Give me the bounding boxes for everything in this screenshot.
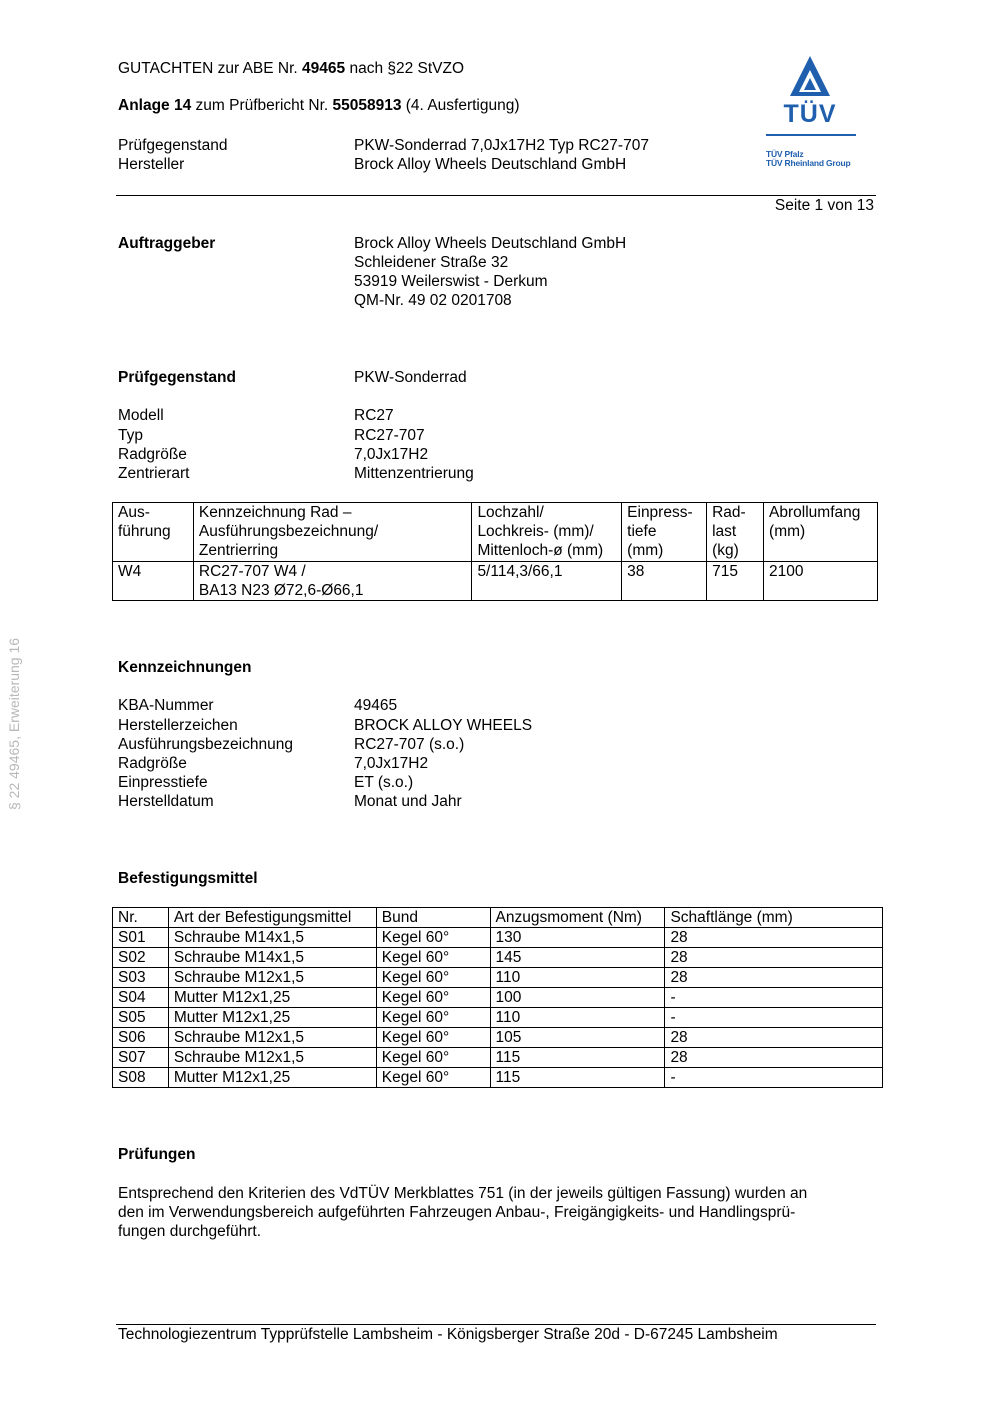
befestigungsmittel-row-cell: Schraube M12x1,5: [168, 968, 376, 988]
cell-line: (kg): [712, 542, 739, 560]
auftraggeber-line: 53919 Weilerswist - Derkum: [354, 273, 548, 290]
pruefgegenstand-row-label: Radgröße: [118, 446, 187, 463]
cell-line: W4: [118, 562, 142, 580]
cell-line: Ausführungsbezeichnung/: [198, 523, 379, 541]
pruefgegenstand-row-label: Modell: [118, 407, 164, 424]
kennzeichnung-value: 7,0Jx17H2: [354, 755, 429, 772]
befestigungsmittel-row: [113, 928, 883, 948]
befestigungsmittel-row-cell: 115: [490, 1048, 665, 1068]
pruefgegenstand-row-value: Mittenzentrierung: [354, 465, 474, 482]
befestigungsmittel-row-cell: Mutter M12x1,25: [168, 1008, 376, 1028]
befestigungsmittel-row-cell: -: [665, 1008, 883, 1028]
befestigungsmittel-row-cell: Kegel 60°: [376, 968, 490, 988]
pruefgegenstand-row-value: 7,0Jx17H2: [354, 446, 429, 463]
pruefgegenstand-row-value: RC27: [354, 407, 394, 424]
befestigungsmittel-row: [113, 1068, 883, 1088]
befestigungsmittel-table: [112, 907, 883, 1088]
befestigungsmittel-title: Befestigungsmittel: [118, 870, 258, 887]
cell-line: Mittenloch-ø (mm): [477, 542, 604, 560]
cell-line: Zentrierring: [198, 542, 279, 560]
ausfuehrung-row: [113, 561, 878, 600]
befestigungsmittel-row-cell: 100: [490, 988, 665, 1008]
cell-line: 38: [627, 562, 645, 580]
pruefungen-text-line: den im Verwendungsbereich aufgeführten Fahrzeugen Anbau-, Freigängigkeits- und Handlingsprü-: [118, 1204, 796, 1221]
cell-line: (mm): [627, 542, 664, 560]
befestigungsmittel-row-cell: S06: [113, 1028, 169, 1048]
befestigungsmittel-row-cell: S07: [113, 1048, 169, 1068]
befestigungsmittel-row-cell: -: [665, 1068, 883, 1088]
befestigungsmittel-header-row-cell: Anzugsmoment (Nm): [490, 908, 665, 928]
report-number: 55058913: [332, 97, 402, 114]
befestigungsmittel-row-cell: Schraube M14x1,5: [168, 928, 376, 948]
befestigungsmittel-header-row-cell: Art der Befestigungsmittel: [168, 908, 376, 928]
header-line-1: GUTACHTEN zur ABE Nr. 49465 nach §22 StVZO: [118, 60, 465, 77]
befestigungsmittel-row-cell: 28: [665, 1028, 883, 1048]
kennzeichnung-label: Einpresstiefe: [118, 774, 208, 791]
kennzeichnung-value: BROCK ALLOY WHEELS: [354, 717, 533, 734]
pruefgegenstand-row-label: Zentrierart: [118, 465, 190, 482]
header-hersteller-value: Brock Alloy Wheels Deutschland GmbH: [354, 156, 627, 173]
ausfuehrung-header-row-cell: [113, 503, 194, 562]
kennzeichnung-label: Radgröße: [118, 755, 187, 772]
befestigungsmittel-row: [113, 968, 883, 988]
befestigungsmittel-row-cell: Kegel 60°: [376, 948, 490, 968]
befestigungsmittel-row-cell: -: [665, 988, 883, 1008]
tuv-logo-sub2: TÜV Rheinland Group: [766, 158, 851, 168]
befestigungsmittel-row-cell: S04: [113, 988, 169, 1008]
befestigungsmittel-row-cell: Kegel 60°: [376, 1008, 490, 1028]
pruefgegenstand-label: Prüfgegenstand: [118, 369, 236, 386]
befestigungsmittel-row-cell: Mutter M12x1,25: [168, 1068, 376, 1088]
befestigungsmittel-row-cell: 28: [665, 928, 883, 948]
cell-line: (mm): [769, 523, 806, 541]
befestigungsmittel-row-cell: Kegel 60°: [376, 1048, 490, 1068]
befestigungsmittel-row-cell: 115: [490, 1068, 665, 1088]
ausfuehrung-row-cell: [764, 561, 878, 600]
pruefungen-title: Prüfungen: [118, 1146, 196, 1163]
cell-line: Abrollumfang: [769, 504, 861, 521]
cell-line: RC27-707 W4 /: [198, 562, 306, 580]
tuv-logo: [760, 54, 860, 174]
auftraggeber-line: Schleidener Straße 32: [354, 254, 509, 271]
abe-number: 49465: [302, 60, 346, 77]
cell-line: last: [712, 523, 737, 541]
ausfuehrung-header-row-cell: [707, 503, 764, 562]
befestigungsmittel-row: [113, 1008, 883, 1028]
cell-line: 715: [712, 562, 738, 580]
cell-line: Einpress-: [627, 504, 693, 521]
kennzeichnung-label: KBA-Nummer: [118, 697, 214, 714]
ausfuehrung-row-cell: [707, 561, 764, 600]
befestigungsmittel-row-cell: S03: [113, 968, 169, 988]
befestigungsmittel-row-cell: 145: [490, 948, 665, 968]
kennzeichnungen-title: Kennzeichnungen: [118, 659, 252, 676]
footer-text: Technologiezentrum Typprüfstelle Lambsheim - Königsberger Straße 20d - D-67245 Lambsheim: [118, 1326, 778, 1343]
befestigungsmittel-row-cell: 28: [665, 948, 883, 968]
befestigungsmittel-row-cell: Schraube M14x1,5: [168, 948, 376, 968]
header-pruefgegenstand-label: Prüfgegenstand: [118, 137, 228, 154]
kennzeichnung-value: RC27-707 (s.o.): [354, 736, 465, 753]
befestigungsmittel-row-cell: 130: [490, 928, 665, 948]
auftraggeber-line: Brock Alloy Wheels Deutschland GmbH: [354, 235, 627, 252]
tuv-logo-sub1: TÜV Pfalz: [766, 149, 804, 159]
page-number: Seite 1 von 13: [774, 197, 874, 214]
ausfuehrung-header-row-cell: [193, 503, 472, 562]
befestigungsmittel-row-cell: Kegel 60°: [376, 928, 490, 948]
befestigungsmittel-row-cell: 28: [665, 1048, 883, 1068]
ausfuehrung-table: [112, 502, 878, 601]
ausfuehrung-header-row-cell: [622, 503, 707, 562]
cell-line: Aus-: [118, 504, 150, 521]
befestigungsmittel-row-cell: Mutter M12x1,25: [168, 988, 376, 1008]
befestigungsmittel-row-cell: S05: [113, 1008, 169, 1028]
pruefungen-text-line: fungen durchgeführt.: [118, 1223, 262, 1240]
cell-line: tiefe: [627, 523, 657, 541]
tuv-logo-text: TÜV: [783, 100, 837, 128]
kennzeichnung-label: Herstellerzeichen: [118, 717, 238, 734]
befestigungsmittel-row-cell: Kegel 60°: [376, 1028, 490, 1048]
befestigungsmittel-row-cell: S01: [113, 928, 169, 948]
befestigungsmittel-row: [113, 1028, 883, 1048]
befestigungsmittel-row: [113, 1048, 883, 1068]
cell-line: Lochkreis- (mm)/: [477, 523, 594, 541]
header-hersteller-label: Hersteller: [118, 156, 185, 173]
befestigungsmittel-header-row-cell: Nr.: [113, 908, 169, 928]
kennzeichnung-value: Monat und Jahr: [354, 793, 462, 810]
befestigungsmittel-row-cell: S02: [113, 948, 169, 968]
befestigungsmittel-header-row-cell: Schaftlänge (mm): [665, 908, 883, 928]
ausfuehrung-row-cell: [472, 561, 622, 600]
auftraggeber-label: Auftraggeber: [118, 235, 216, 252]
cell-line: Kennzeichnung Rad –: [198, 504, 352, 521]
befestigungsmittel-header-row-cell: Bund: [376, 908, 490, 928]
cell-line: 2100: [769, 562, 804, 580]
befestigungsmittel-row-cell: Kegel 60°: [376, 1068, 490, 1088]
cell-line: Lochzahl/: [477, 504, 544, 521]
header-divider: [116, 195, 876, 196]
ausfuehrung-row-cell: [622, 561, 707, 600]
befestigungsmittel-row-cell: Kegel 60°: [376, 988, 490, 1008]
pruefgegenstand-row-value: RC27-707: [354, 427, 425, 444]
befestigungsmittel-row-cell: 110: [490, 1008, 665, 1028]
pruefgegenstand-row-label: Typ: [118, 427, 143, 444]
header-line-2: Anlage 14 zum Prüfbericht Nr. 55058913 (4. Ausfertigung): [118, 97, 520, 114]
befestigungsmittel-row-cell: S08: [113, 1068, 169, 1088]
kennzeichnung-label: Herstelldatum: [118, 793, 214, 810]
befestigungsmittel-row: [113, 948, 883, 968]
side-note: § 22 49465, Erweiterung 16: [6, 637, 22, 810]
kennzeichnung-value: ET (s.o.): [354, 774, 414, 791]
ausfuehrung-row-cell: [193, 561, 472, 600]
ausfuehrung-row-cell: [113, 561, 194, 600]
ausfuehrung-header-row-cell: [764, 503, 878, 562]
befestigungsmittel-row-cell: 105: [490, 1028, 665, 1048]
cell-line: führung: [118, 523, 171, 541]
kennzeichnung-value: 49465: [354, 697, 398, 714]
header-pruefgegenstand-value: PKW-Sonderrad 7,0Jx17H2 Typ RC27-707: [354, 137, 649, 154]
ausfuehrung-header-row: [113, 503, 878, 562]
befestigungsmittel-row-cell: 110: [490, 968, 665, 988]
pruefungen-text-line: Entsprechend den Kriterien des VdTÜV Merkblattes 751 (in der jeweils gültigen Fassung) wurden an: [118, 1185, 808, 1202]
auftraggeber-line: QM-Nr. 49 02 0201708: [354, 292, 512, 309]
kennzeichnung-label: Ausführungsbezeichnung: [118, 736, 293, 753]
cell-line: BA13 N23 Ø72,6-Ø66,1: [198, 581, 364, 599]
cell-line: Rad-: [712, 504, 746, 521]
pruefgegenstand-value: PKW-Sonderrad: [354, 369, 467, 386]
ausfuehrung-header-row-cell: [472, 503, 622, 562]
befestigungsmittel-row-cell: Schraube M12x1,5: [168, 1028, 376, 1048]
befestigungsmittel-header-row: [113, 908, 883, 928]
befestigungsmittel-row-cell: Schraube M12x1,5: [168, 1048, 376, 1068]
cell-line: 5/114,3/66,1: [477, 562, 563, 580]
befestigungsmittel-row: [113, 988, 883, 1008]
befestigungsmittel-row-cell: 28: [665, 968, 883, 988]
